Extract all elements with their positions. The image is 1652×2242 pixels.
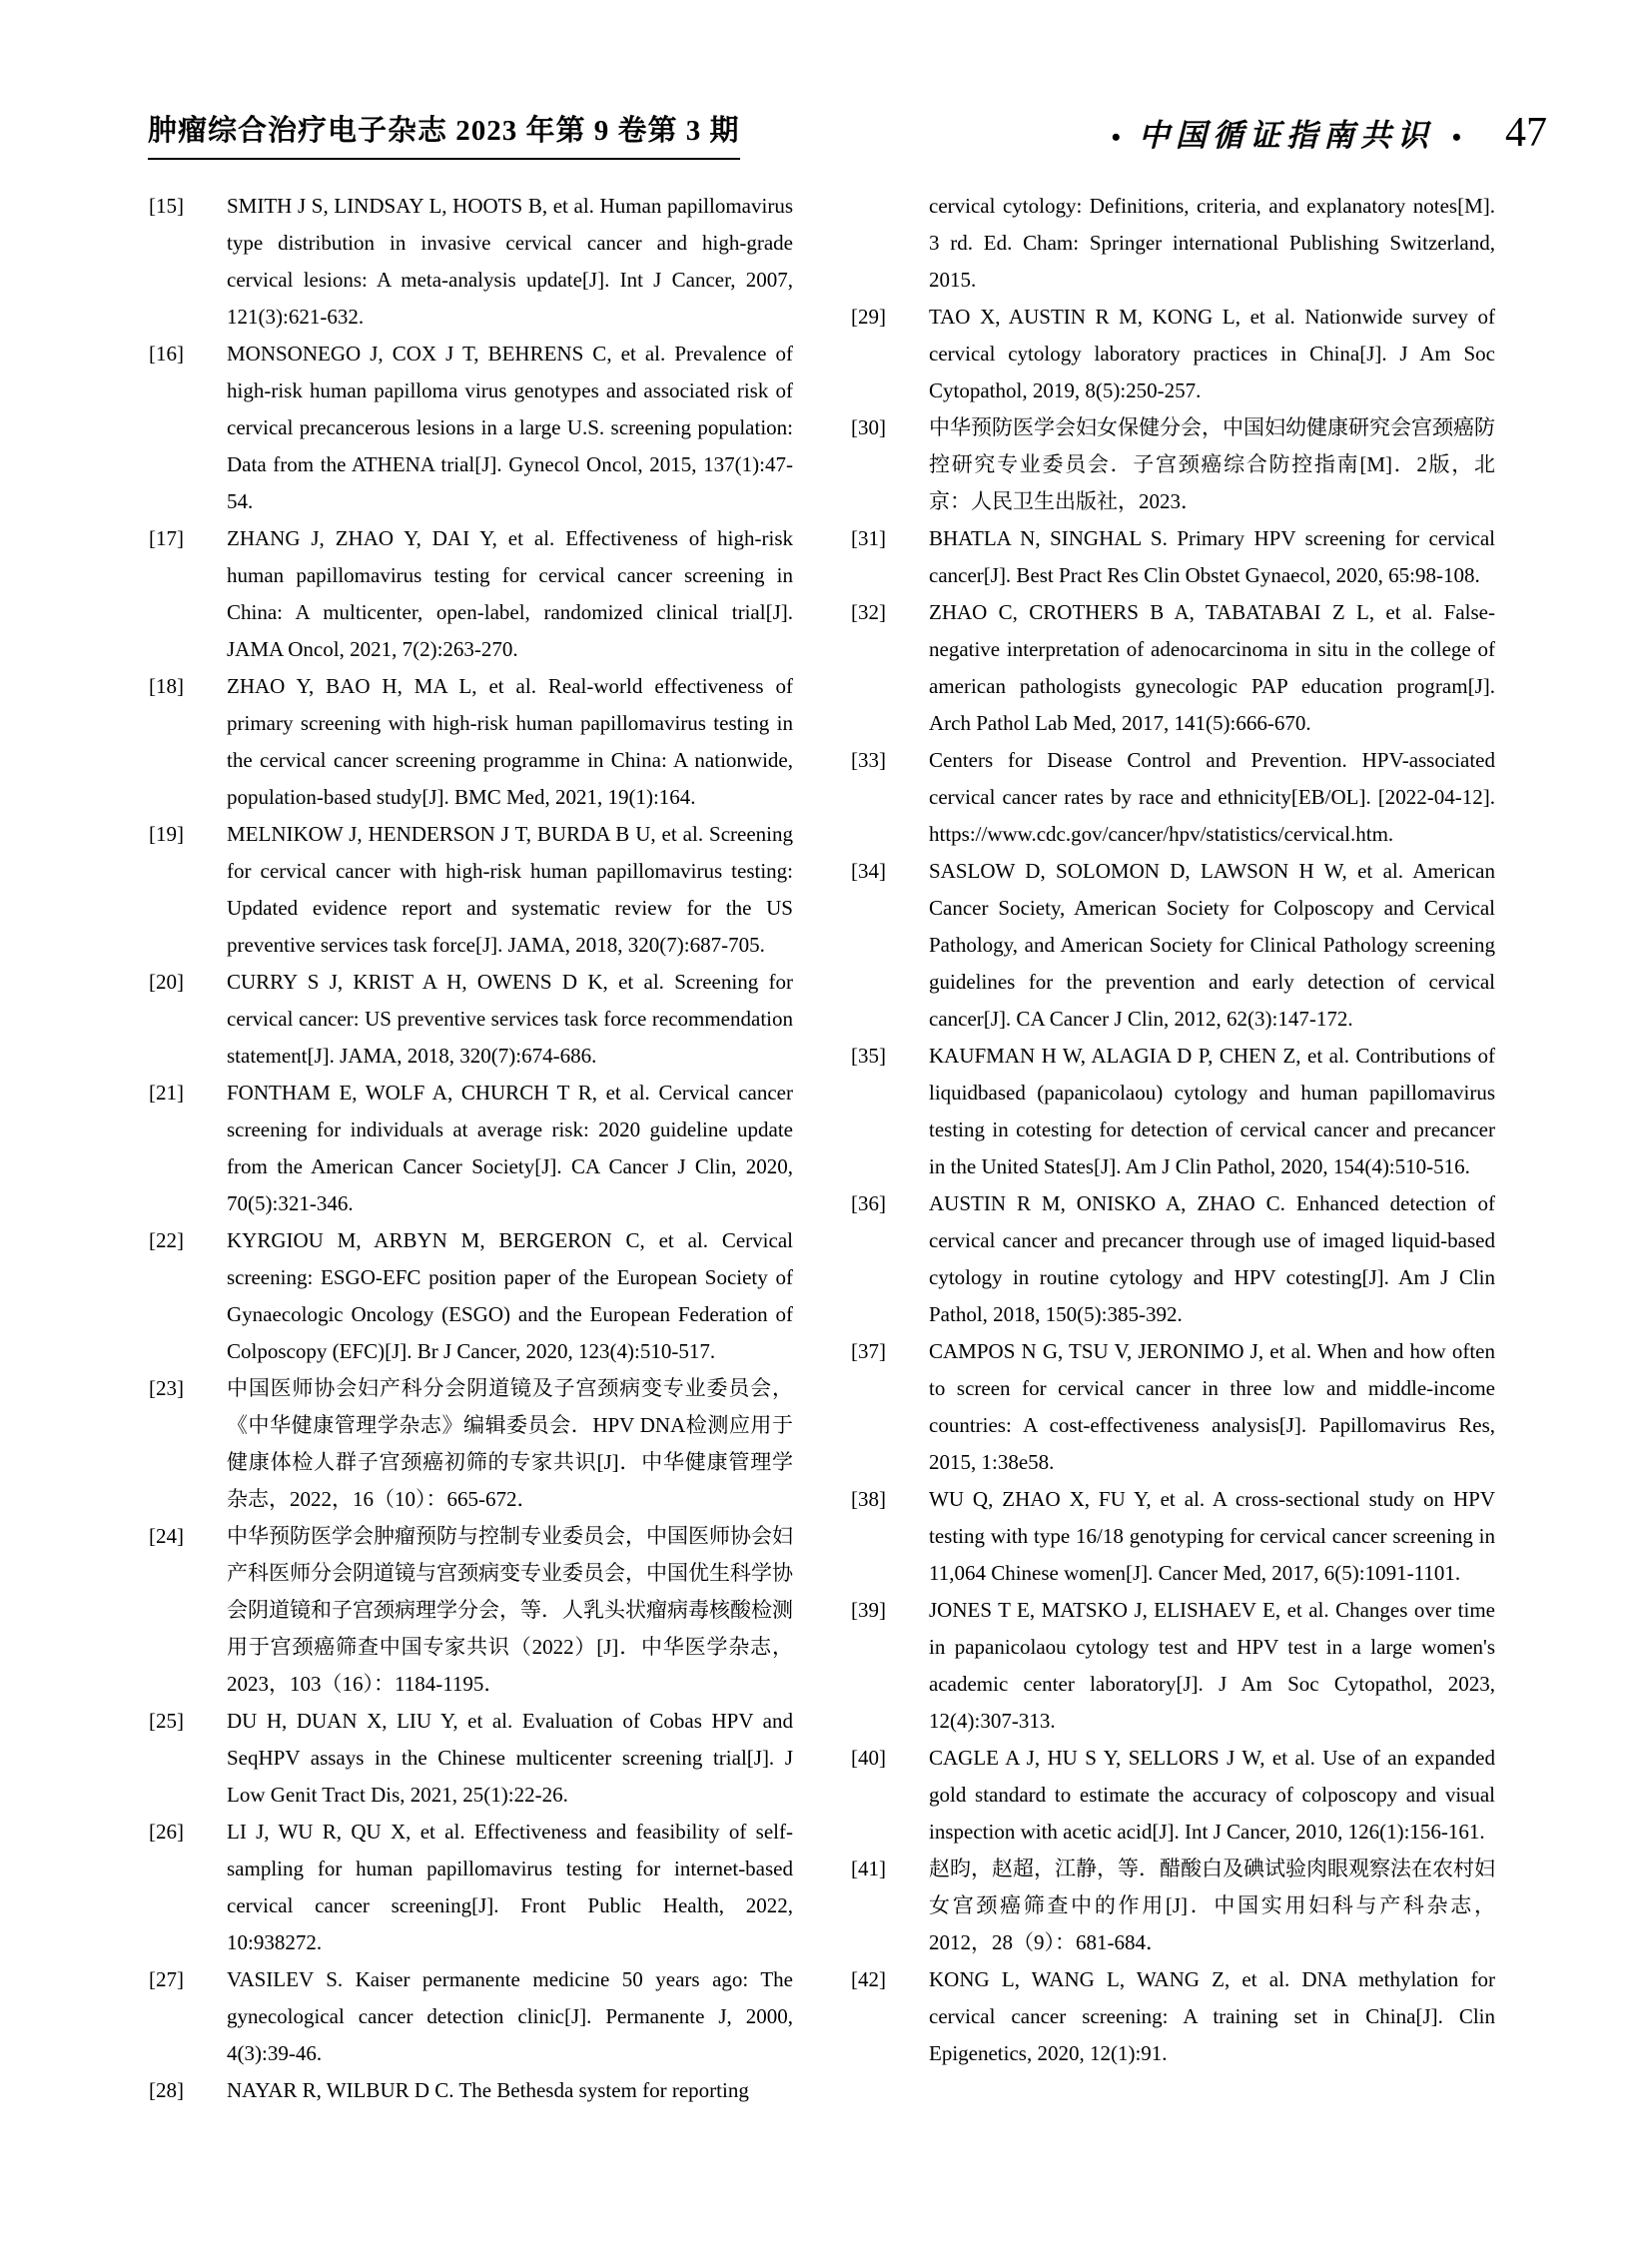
reference-number: [17] xyxy=(149,526,184,550)
reference-item xyxy=(851,1961,1495,2072)
reference-item xyxy=(851,1185,1495,1333)
reference-item xyxy=(851,520,1495,594)
reference-number: [32] xyxy=(851,600,886,624)
reference-number: [34] xyxy=(851,859,886,883)
reference-text: FONTHAM E, WOLF A, CHURCH T R, et al. Cervical cancer screening for individuals at average risk: 2020 guideline update from the American Cancer Society[J]. CA Cancer J Clin, 2020, 70(5):321-346. xyxy=(227,1081,793,1215)
reference-text: WU Q, ZHAO X, FU Y, et al. A cross-sectional study on HPV testing with type 16/18 genotyping for cervical cancer screening in 11,064 Chinese women[J]. Cancer Med, 2017, 6(5):1091-1101. xyxy=(929,1487,1495,1585)
reference-number: [26] xyxy=(149,1820,184,1844)
reference-text: ZHAO Y, BAO H, MA L, et al. Real-world effectiveness of primary screening with high-risk human papillomavirus testing in the cervical cancer screening programme in China: A nationwide, population-based study[J]. BMC Med, 2021, 19(1):164. xyxy=(227,674,793,809)
reference-item xyxy=(149,336,793,520)
reference-number: [19] xyxy=(149,822,184,846)
reference-number: [28] xyxy=(149,2078,184,2102)
reference-text: ZHAO C, CROTHERS B A, TABATABAI Z L, et al. False-negative interpretation of adenocarcinoma in situ in the college of american pathologists gynecologic PAP education program[J]. Arch Pathol Lab Med, 2017, 141(5):666-670. xyxy=(929,600,1495,735)
reference-text: 中华预防医学会妇女保健分会，中国妇幼健康研究会宫颈癌防控研究专业委员会．子宫颈癌综合防控指南[M]．2版，北京：人民卫生出版社，2023． xyxy=(929,415,1495,513)
reference-text: CAGLE A J, HU S Y, SELLORS J W, et al. Use of an expanded gold standard to estimate the accuracy of colposcopy and visual inspection with acetic acid[J]. Int J Cancer, 2010, 126(1):156-161. xyxy=(929,1746,1495,1844)
reference-text: CAMPOS N G, TSU V, JERONIMO J, et al. When and how often to screen for cervical cancer in three low and middle-income countries: A cost-effectiveness analysis[J]. Papillomavirus Res, 2015, 1:38e58. xyxy=(929,1339,1495,1474)
reference-text: AUSTIN R M, ONISKO A, ZHAO C. Enhanced detection of cervical cancer and precancer through use of imaged liquid-based cytology in routine cytology and HPV cotesting[J]. Am J Clin Pathol, 2018, 150(5):385-392. xyxy=(929,1191,1495,1326)
reference-number: [21] xyxy=(149,1081,184,1105)
page-header xyxy=(148,112,1547,160)
reference-number: [33] xyxy=(851,748,886,772)
reference-text: 中国医师协会妇产科分会阴道镜及子宫颈病变专业委员会，《中华健康管理学杂志》编辑委员会．HPV DNA检测应用于健康体检人群子宫颈癌初筛的专家共识[J]．中华健康管理学杂志，2022，16（10）：665-672． xyxy=(227,1376,793,1511)
reference-text: 中华预防医学会肿瘤预防与控制专业委员会，中国医师协会妇产科医师分会阴道镜与宫颈病变专业委员会，中国优生科学协会阴道镜和子宫颈病理学分会，等．人乳头状瘤病毒核酸检测用于宫颈癌筛查中国专家共识（2022）[J]．中华医学杂志，2023，103（16）：1184-1195． xyxy=(227,1524,793,1696)
reference-number: [37] xyxy=(851,1339,886,1363)
reference-item xyxy=(149,1075,793,1222)
reference-item xyxy=(149,2072,793,2109)
reference-number: [36] xyxy=(851,1191,886,1215)
reference-item xyxy=(149,1370,793,1518)
reference-item xyxy=(851,853,1495,1038)
reference-text: SASLOW D, SOLOMON D, LAWSON H W, et al. American Cancer Society, American Society for Colposcopy and Cervical Pathology, and American Society for Clinical Pathology screening guidelines for the prevention and early detection of cervical cancer[J]. CA Cancer J Clin, 2012, 62(3):147-172. xyxy=(929,859,1495,1031)
reference-item xyxy=(149,1961,793,2072)
section-header xyxy=(1112,112,1547,160)
reference-item xyxy=(149,1518,793,1703)
reference-number: [23] xyxy=(149,1376,184,1400)
reference-item xyxy=(149,1222,793,1370)
reference-item xyxy=(149,520,793,668)
reference-item xyxy=(149,964,793,1075)
reference-item xyxy=(851,1740,1495,1851)
reference-item xyxy=(149,1814,793,1961)
reference-number: [39] xyxy=(851,1598,886,1622)
reference-item xyxy=(851,1851,1495,1961)
reference-number: [27] xyxy=(149,1967,184,1991)
reference-number: [41] xyxy=(851,1857,886,1880)
reference-text: SMITH J S, LINDSAY L, HOOTS B, et al. Human papillomavirus type distribution in invasive cervical cancer and high-grade cervical lesions: A meta-analysis update[J]. Int J Cancer, 2007, 121(3):621-632. xyxy=(227,194,793,329)
reference-item xyxy=(851,594,1495,742)
reference-number: [31] xyxy=(851,526,886,550)
reference-number: [30] xyxy=(851,415,886,439)
reference-item xyxy=(149,1703,793,1814)
reference-item xyxy=(149,816,793,964)
reference-item xyxy=(149,188,793,336)
reference-text: DU H, DUAN X, LIU Y, et al. Evaluation of Cobas HPV and SeqHPV assays in the Chinese multicenter screening trial[J]. J Low Genit Tract Dis, 2021, 25(1):22-26. xyxy=(227,1709,793,1807)
reference-number: [25] xyxy=(149,1709,184,1733)
reference-item xyxy=(149,668,793,816)
reference-number: [15] xyxy=(149,194,184,218)
reference-item xyxy=(851,1038,1495,1185)
journal-title-header: 肿瘤综合治疗电子杂志 2023 年第 9 卷第 3 期 xyxy=(148,116,740,160)
reference-text: JONES T E, MATSKO J, ELISHAEV E, et al. Changes over time in papanicolaou cytology test and HPV test in a large women's academic center laboratory[J]. J Am Soc Cytopathol, 2023, 12(4):307-313. xyxy=(929,1598,1495,1733)
reference-item xyxy=(851,1592,1495,1740)
reference-text: Centers for Disease Control and Prevention. HPV-associated cervical cancer rates by race and ethnicity[EB/OL]. [2022-04-12]. https://www.cdc.gov/cancer/hpv/statistics/cervical.htm. xyxy=(929,748,1495,846)
reference-text: LI J, WU R, QU X, et al. Effectiveness and feasibility of self-sampling for human papillomavirus testing for internet-based cervical cancer screening[J]. Front Public Health, 2022, 10:938272. xyxy=(227,1820,793,1954)
bullet-left-icon: • xyxy=(1111,123,1121,152)
bullet-right-icon: • xyxy=(1451,123,1461,152)
reference-text: NAYAR R, WILBUR D C. The Bethesda system for reporting xyxy=(227,2078,749,2102)
reference-number: [24] xyxy=(149,1524,184,1548)
reference-item xyxy=(851,1333,1495,1481)
reference-number: [16] xyxy=(149,342,184,366)
reference-text: TAO X, AUSTIN R M, KONG L, et al. Nationwide survey of cervical cytology laboratory practices in China[J]. J Am Soc Cytopathol, 2019, 8(5):250-257. xyxy=(929,305,1495,402)
reference-number: [18] xyxy=(149,674,184,698)
references-column-right xyxy=(851,188,1495,2109)
reference-number: [22] xyxy=(149,1228,184,1252)
page-number: 47 xyxy=(1505,110,1547,156)
references-section xyxy=(149,188,1495,2109)
reference-text: MELNIKOW J, HENDERSON J T, BURDA B U, et al. Screening for cervical cancer with high-risk human papillomavirus testing: Updated evidence report and systematic review for the US preventive services task force[J]. JAMA, 2018, 320(7):687-705. xyxy=(227,822,793,957)
section-label: 中国循证指南共识 xyxy=(1138,118,1434,153)
reference-text: MONSONEGO J, COX J T, BEHRENS C, et al. Prevalence of high-risk human papilloma virus genotypes and associated risk of cervical precancerous lesions in a large U.S. screening population: Data from the ATHENA trial[J]. Gynecol Oncol, 2015, 137(1):47-54. xyxy=(227,342,793,513)
reference-item xyxy=(851,299,1495,409)
reference-item xyxy=(851,409,1495,520)
reference-text: KYRGIOU M, ARBYN M, BERGERON C, et al. Cervical screening: ESGO-EFC position paper of the European Society of Gynaecologic Oncology (ESGO) and the European Federation of Colposcopy (EFC)[J]. Br J Cancer, 2020, 123(4):510-517. xyxy=(227,1228,793,1363)
reference-number: [38] xyxy=(851,1487,886,1511)
reference-text: ZHANG J, ZHAO Y, DAI Y, et al. Effectiveness of high-risk human papillomavirus testing for cervical cancer screening in China: A multicenter, open-label, randomized clinical trial[J]. JAMA Oncol, 2021, 7(2):263-270. xyxy=(227,526,793,661)
reference-item xyxy=(851,742,1495,853)
reference-text: cervical cytology: Definitions, criteria, and explanatory notes[M]. 3 rd. Ed. Cham: Springer international Publishing Switzerland, 2015. xyxy=(929,194,1495,292)
reference-item xyxy=(851,188,1495,299)
reference-number: [42] xyxy=(851,1967,886,1991)
reference-number: [35] xyxy=(851,1044,886,1068)
reference-text: KAUFMAN H W, ALAGIA D P, CHEN Z, et al. Contributions of liquidbased (papanicolaou) cytology and human papillomavirus testing in cotesting for detection of cervical cancer and precancer in the United States[J]. Am J Clin Pathol, 2020, 154(4):510-516. xyxy=(929,1044,1495,1178)
reference-text: 赵昀，赵超，江静，等．醋酸白及碘试验肉眼观察法在农村妇女宫颈癌筛查中的作用[J]．中国实用妇科与产科杂志，2012，28（9）：681-684． xyxy=(929,1857,1495,1954)
references-column-left xyxy=(149,188,793,2109)
reference-text: KONG L, WANG L, WANG Z, et al. DNA methylation for cervical cancer screening: A training set in China[J]. Clin Epigenetics, 2020, 12(1):91. xyxy=(929,1967,1495,2065)
reference-text: BHATLA N, SINGHAL S. Primary HPV screening for cervical cancer[J]. Best Pract Res Clin Obstet Gynaecol, 2020, 65:98-108. xyxy=(929,526,1495,587)
reference-text: CURRY S J, KRIST A H, OWENS D K, et al. Screening for cervical cancer: US preventive services task force recommendation statement[J]. JAMA, 2018, 320(7):674-686. xyxy=(227,970,793,1068)
reference-text: VASILEV S. Kaiser permanente medicine 50 years ago: The gynecological cancer detection clinic[J]. Permanente J, 2000, 4(3):39-46. xyxy=(227,1967,793,2065)
reference-number: [20] xyxy=(149,970,184,994)
reference-number: [29] xyxy=(851,305,886,329)
reference-number: [40] xyxy=(851,1746,886,1770)
reference-item xyxy=(851,1481,1495,1592)
